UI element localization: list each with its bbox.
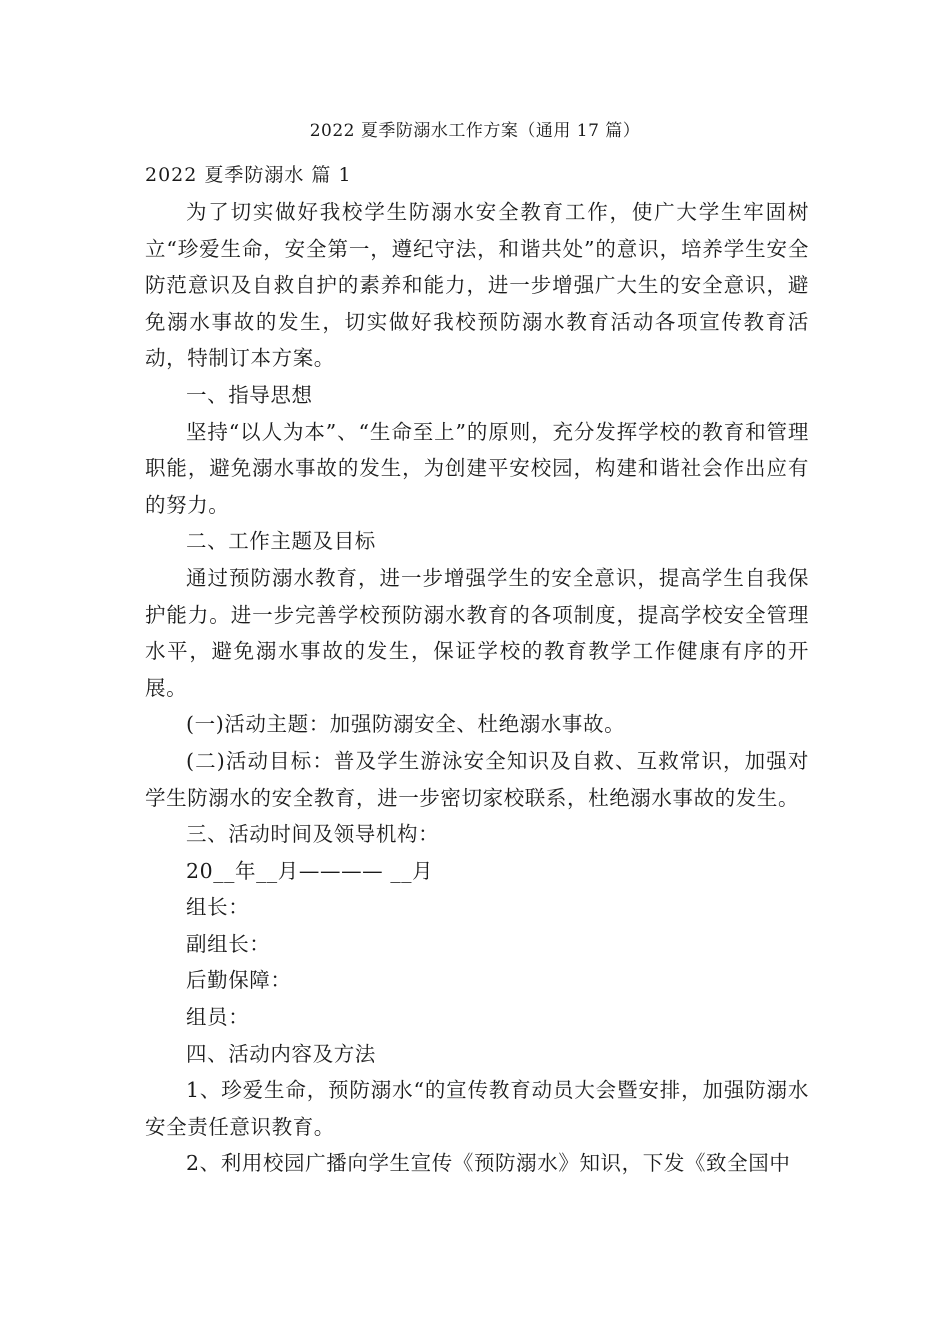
- logistics-line: 后勤保障：: [186, 968, 292, 993]
- heading-content-methods: 四、活动内容及方法: [186, 1041, 376, 1066]
- members-line: 组员：: [186, 1005, 250, 1030]
- section-heading: 2022 夏季防溺水 篇 1: [145, 164, 352, 186]
- intro-paragraph: 为了切实做好我校学生防溺水安全教育工作，使广大学生牢固树立“珍爱生命，安全第一，遵纪守法，和谐共处”的意识，培养学生安全防范意识及自救自护的素养和能力，进一步增强广大生的安全意识，避免溺水事故的发生，切实做好我校预防溺水教育活动各项宣传教育活动，特制订本方案。: [145, 200, 809, 371]
- document-body: [145, 194, 809, 1182]
- content-item-2: 2、利用校园广播向学生宣传《预防溺水》知识，下发《致全国中: [186, 1151, 791, 1176]
- activity-date-range: 20__年__月———— __月: [186, 858, 434, 883]
- document-title: 2022 夏季防溺水工作方案（通用 17 篇）: [309, 121, 641, 141]
- guiding-ideology-paragraph: 坚持“以人为本”、“生命至上”的原则，充分发挥学校的教育和管理职能，避免溺水事故的发生，为创建平安校园，构建和谐社会作出应有的努力。: [145, 419, 809, 517]
- heading-theme-goals: 二、工作主题及目标: [186, 529, 376, 554]
- activity-theme: (一)活动主题：加强防溺安全、杜绝溺水事故。: [186, 712, 626, 737]
- leader-line: 组长：: [186, 895, 250, 920]
- deputy-leader-line: 副组长：: [186, 931, 271, 956]
- theme-goals-paragraph: 通过预防溺水教育，进一步增强学生的安全意识，提高学生自我保护能力。进一步完善学校预防溺水教育的各项制度，提高学校安全管理水平，避免溺水事故的发生，保证学校的教育教学工作健康有序的开展。: [145, 565, 809, 700]
- activity-goal: (二)活动目标：普及学生游泳安全知识及自救、互救常识，加强对学生防溺水的安全教育，进一步密切家校联系，杜绝溺水事故的发生。: [145, 748, 809, 810]
- heading-time-leadership: 三、活动时间及领导机构：: [186, 822, 440, 847]
- content-item-1: 1、珍爱生命，预防溺水“的宣传教育动员大会暨安排，加强防溺水安全责任意识教育。: [145, 1078, 809, 1139]
- heading-guiding-ideology: 一、指导思想: [186, 382, 313, 407]
